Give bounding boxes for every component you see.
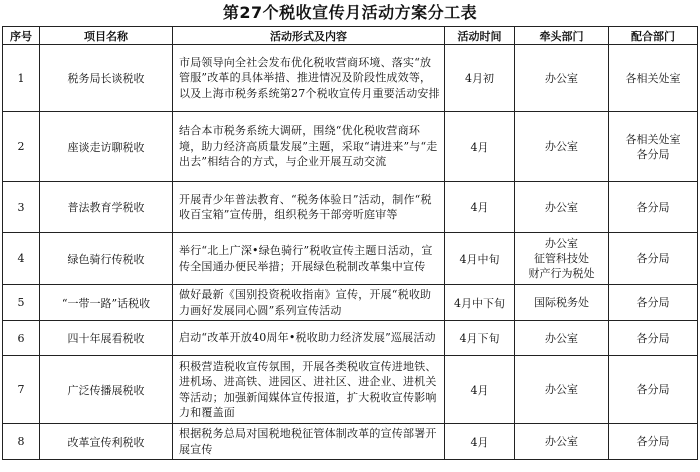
lead-department-line: 办公室 (545, 200, 578, 214)
coop-department-line: 各分局 (636, 296, 670, 309)
coop-department-line: 各分局 (636, 252, 670, 265)
header-activity-content: 活动形式及内容 (173, 27, 445, 45)
coop-department-line: 各分局 (636, 383, 670, 396)
table-row (3, 112, 698, 182)
activity-content: 举行“北上广深•绿色骑行”税收宣传主题日活动，宣传全国通办便民举措；开展绿色税制改革集中宣传 (173, 233, 445, 285)
coop-department-line: 各分局 (636, 331, 670, 345)
row-number: 8 (3, 424, 40, 460)
activity-content: 启动“改革开放40周年•税收助力经济发展”巡展活动 (173, 321, 445, 356)
coop-department (609, 112, 698, 182)
lead-department-line: 征管科技处 (534, 252, 589, 265)
row-number: 4 (3, 233, 40, 285)
lead-department (515, 424, 609, 460)
row-number: 6 (3, 321, 40, 356)
coop-department-line: 各分局 (636, 200, 670, 214)
coop-department (609, 233, 698, 285)
coop-department (609, 321, 698, 356)
lead-department (515, 112, 609, 182)
lead-department (515, 182, 609, 233)
lead-department (515, 45, 609, 112)
lead-department (515, 233, 609, 285)
header-number: 序号 (3, 27, 40, 45)
project-name: 广泛传播展税收 (40, 356, 173, 424)
activity-time: 4月 (445, 182, 515, 233)
project-name: 税务局长谈税收 (40, 45, 173, 112)
lead-department-line: 办公室 (545, 237, 578, 250)
lead-department (515, 285, 609, 321)
lead-department (515, 356, 609, 424)
table-row (3, 285, 698, 321)
coop-department (609, 285, 698, 321)
activity-content: 结合本市税务系统大调研，围绕“优化税收营商环境，助力经济高质量发展”主题，采取“请进来”与“走出去”相结合的方式，与企业开展互动交流 (173, 112, 445, 182)
coop-department (609, 424, 698, 460)
lead-department-line: 财产行为税处 (528, 267, 595, 280)
lead-department-line: 办公室 (545, 383, 578, 396)
project-name: 绿色骑行传税收 (40, 233, 173, 285)
coop-department-line: 各分局 (636, 147, 670, 161)
lead-department (515, 321, 609, 356)
activity-content: 开展青少年普法教育、“税务体验日”活动，制作“税收百宝箱”宣传册，组织税务干部旁听庭审等 (173, 182, 445, 233)
activity-time: 4月中旬 (445, 233, 515, 285)
activity-time: 4月初 (445, 45, 515, 112)
project-name: 四十年展看税收 (40, 321, 173, 356)
row-number: 1 (3, 45, 40, 112)
row-number: 3 (3, 182, 40, 233)
lead-department-line: 办公室 (545, 140, 578, 153)
header-activity-time: 活动时间 (445, 27, 515, 45)
table-row (3, 182, 698, 233)
row-number: 7 (3, 356, 40, 424)
project-name: “一带一路”话税收 (40, 285, 173, 321)
coop-department (609, 182, 698, 233)
activity-time: 4月 (445, 424, 515, 460)
table-row (3, 356, 698, 424)
header-lead-department: 牵头部门 (515, 27, 609, 45)
table-row (3, 424, 698, 460)
row-number: 2 (3, 112, 40, 182)
activity-content: 根据税务总局对国税地税征管体制改革的宣传部署开展宣传 (173, 424, 445, 460)
table-row (3, 233, 698, 285)
header-coop-department: 配合部门 (609, 27, 698, 45)
project-name: 改革宣传利税收 (40, 424, 173, 460)
lead-department-line: 办公室 (545, 435, 578, 448)
coop-department (609, 45, 698, 112)
lead-department-line: 办公室 (545, 71, 578, 85)
activity-time: 4月中下旬 (445, 285, 515, 321)
coop-department-line: 各相关处室 (625, 132, 681, 146)
project-name: 座谈走访聊税收 (40, 112, 173, 182)
table-row (3, 321, 698, 356)
header-row (3, 27, 698, 45)
coop-department-line: 各分局 (636, 435, 670, 448)
lead-department-line: 国际税务处 (534, 296, 589, 309)
coop-department-line: 各相关处室 (625, 71, 681, 85)
row-number: 5 (3, 285, 40, 321)
activity-time: 4月下旬 (445, 321, 515, 356)
coop-department (609, 356, 698, 424)
activity-time: 4月 (445, 356, 515, 424)
activity-time: 4月 (445, 112, 515, 182)
table-row (3, 45, 698, 112)
assignment-table (2, 26, 698, 460)
activity-content: 积极营造税收宣传氛围，开展各类税收宣传进地铁、进机场、进高铁、进园区、进社区、进企业、进机关等活动；加强新闻媒体宣传报道，扩大税收宣传影响力和覆盖面 (173, 356, 445, 424)
header-project-name: 项目名称 (40, 27, 173, 45)
activity-content: 市局领导向全社会发布优化税收营商环境、落实“放管服”改革的具体举措、推进情况及阶段性成效等，以及上海市税务系统第27个税收宣传月重要活动安排 (173, 45, 445, 112)
lead-department-line: 办公室 (545, 331, 578, 345)
document-title: 第27个税收宣传月活动方案分工表 (222, 3, 478, 22)
activity-content: 做好最新《国别投资税收指南》宣传，开展“税收助力画好发展同心圆”系列宣传活动 (173, 285, 445, 321)
project-name: 普法教育学税收 (40, 182, 173, 233)
